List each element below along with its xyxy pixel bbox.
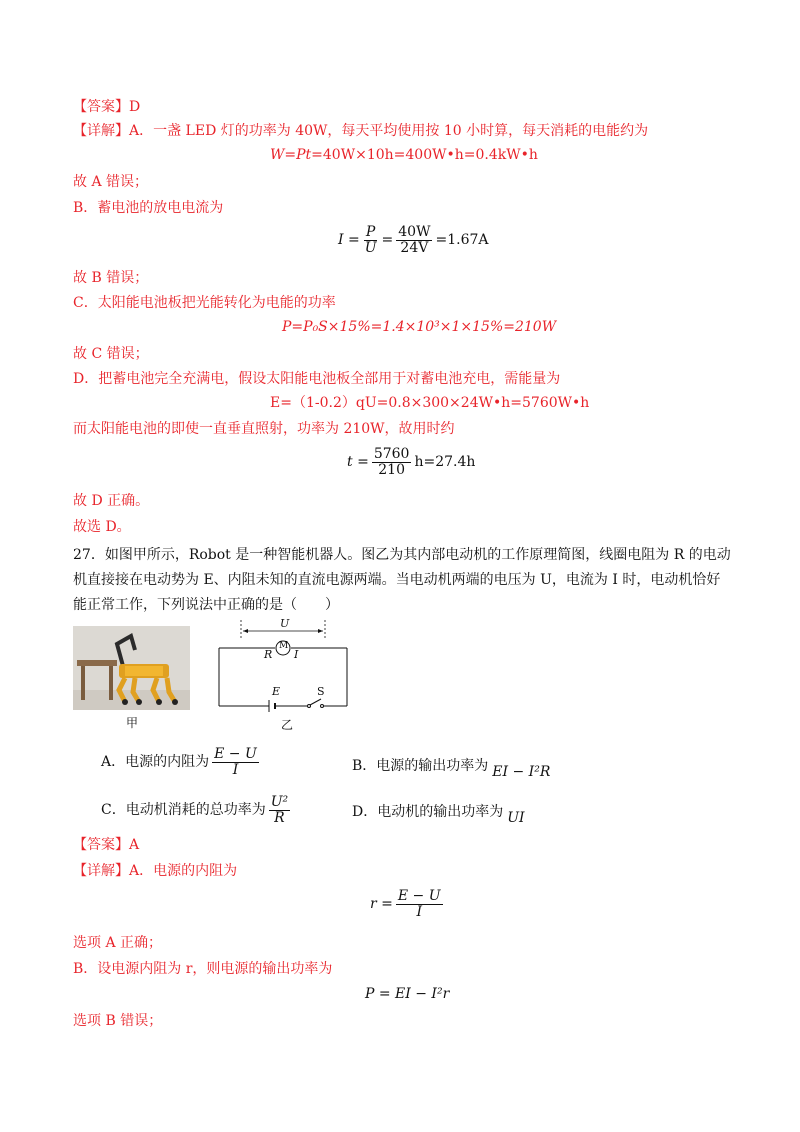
circuit-label-s: S bbox=[317, 685, 325, 698]
option-b-text: B．电源的输出功率为 bbox=[352, 758, 489, 774]
formula-r-lhs: r = bbox=[370, 896, 393, 912]
formula-eq: = bbox=[381, 232, 394, 248]
answer-line-2 bbox=[73, 836, 139, 854]
detail-d-text2: 而太阳能电池的即使一直垂直照射，功率为 210W，故用时约 bbox=[73, 421, 455, 437]
figure-caption-yi: 乙 bbox=[281, 718, 294, 732]
verdict-a: 故 A 错误； bbox=[73, 174, 149, 190]
formula-t-rhs: h=27.4h bbox=[414, 454, 476, 470]
answer-tag: 【答案】 bbox=[73, 99, 129, 115]
fraction-num: 5760 bbox=[373, 445, 410, 462]
fraction-num: U² bbox=[270, 793, 289, 810]
fraction-e-minus-u-over-i bbox=[212, 747, 259, 778]
verdict-d: 故 D 正确。 bbox=[73, 493, 150, 509]
option-d-text: D．电动机的输出功率为 bbox=[352, 804, 504, 820]
verdict2-b: 选项 B 错误； bbox=[73, 1013, 163, 1029]
verdict-c: 故 C 错误； bbox=[73, 346, 149, 362]
robot-photo bbox=[73, 626, 190, 710]
circuit-label-m: M bbox=[279, 641, 289, 651]
verdict-b: 故 B 错误； bbox=[73, 270, 149, 286]
option-a-text: A．电源的内阻为 bbox=[101, 754, 210, 770]
verdict2-a: 选项 A 正确； bbox=[73, 935, 163, 951]
fraction-num: P bbox=[365, 223, 376, 240]
option-d-formula: UI bbox=[507, 810, 525, 826]
formula-internal-resistance bbox=[370, 884, 446, 924]
circuit-label-r: R bbox=[264, 648, 273, 661]
formula-power-p: P=P₀S×15%=1.4×10³×1×15%=210W bbox=[282, 319, 557, 335]
answer-tag: 【答案】 bbox=[73, 837, 129, 853]
robot-illustration bbox=[73, 626, 190, 710]
final-choice: 故选 D。 bbox=[73, 519, 131, 535]
fraction-den: 210 bbox=[378, 461, 405, 478]
detail-b-text: B．蓄电池的放电电流为 bbox=[73, 200, 224, 216]
detail2-a-sentence: A．电源的内阻为 bbox=[129, 863, 238, 879]
circuit-label-i: I bbox=[294, 648, 299, 661]
fraction-num: 40W bbox=[398, 223, 431, 240]
detail-a-sentence: A．一盏 LED 灯的功率为 40W，每天平均使用按 10 小时算，每天消耗的电能约为 bbox=[129, 123, 649, 139]
option-b-formula: EI − I²R bbox=[492, 764, 551, 780]
formula-t-lhs: t = bbox=[347, 454, 369, 470]
detail-d-text: D．把蓄电池完全充满电，假设太阳能电池板全部用于对蓄电池充电，需能量为 bbox=[73, 371, 561, 387]
figure-caption-jia: 甲 bbox=[126, 716, 139, 730]
circuit-label-u: U bbox=[280, 617, 290, 630]
fraction-den: I bbox=[232, 761, 239, 778]
circuit-diagram bbox=[213, 618, 353, 714]
fraction-num: E − U bbox=[214, 745, 257, 762]
formula-i-lhs: I = bbox=[338, 232, 360, 248]
answer-value: A bbox=[129, 837, 140, 853]
formula-output-power: P = EI − I²r bbox=[365, 986, 450, 1002]
fraction-40w-over-24v bbox=[396, 225, 432, 256]
answer-value: D bbox=[129, 99, 141, 115]
formula-w-rhs: =40W×10h=400W•h=0.4kW•h bbox=[311, 147, 538, 163]
option-a[interactable] bbox=[101, 742, 262, 782]
detail-tag: 【详解】 bbox=[73, 863, 129, 879]
fraction-den: U bbox=[364, 239, 377, 256]
formula-current bbox=[338, 220, 489, 260]
option-b[interactable] bbox=[352, 752, 550, 780]
detail-tag: 【详解】 bbox=[73, 123, 129, 139]
question-27-line3: 能正常工作，下列说法中正确的是（ ） bbox=[73, 597, 339, 613]
formula-w-lhs: W=Pt bbox=[270, 147, 312, 163]
option-c-text: C．电动机消耗的总功率为 bbox=[101, 802, 266, 818]
question-27-line1: 27．如图甲所示，Robot 是一种智能机器人。图乙为其内部电动机的工作原理简图，线圈电阻为 R 的电动 bbox=[73, 547, 731, 563]
formula-energy-w bbox=[270, 146, 538, 164]
fraction-e-minus-u-over-i bbox=[396, 889, 443, 920]
detail2-a-text bbox=[73, 862, 237, 880]
fraction-p-over-u bbox=[363, 225, 379, 256]
formula-time bbox=[347, 442, 475, 482]
fraction-num: E − U bbox=[397, 887, 441, 904]
question-27-line2: 机直接接在电动势为 E、内阻未知的直流电源两端。当电动机两端的电压为 U，电流为 I 时，电动机恰好 bbox=[73, 572, 721, 588]
detail-a-text bbox=[73, 122, 648, 140]
fraction-den: 24V bbox=[400, 239, 429, 256]
option-c[interactable] bbox=[101, 790, 293, 830]
fraction-u2-over-r bbox=[269, 795, 290, 826]
formula-i-rhs: =1.67A bbox=[435, 232, 489, 248]
formula-energy-e: E=（1-0.2）qU=0.8×300×24W•h=5760W•h bbox=[270, 395, 590, 411]
option-d[interactable] bbox=[352, 798, 525, 826]
circuit-label-e: E bbox=[272, 685, 281, 698]
fraction-den: R bbox=[274, 809, 285, 826]
fraction-5760-over-210 bbox=[372, 447, 412, 478]
detail2-b-text: B．设电源内阻为 r，则电源的输出功率为 bbox=[73, 961, 333, 977]
detail-c-text: C．太阳能电池板把光能转化为电能的功率 bbox=[73, 295, 336, 311]
answer-line bbox=[73, 98, 140, 116]
fraction-den: I bbox=[416, 903, 422, 920]
